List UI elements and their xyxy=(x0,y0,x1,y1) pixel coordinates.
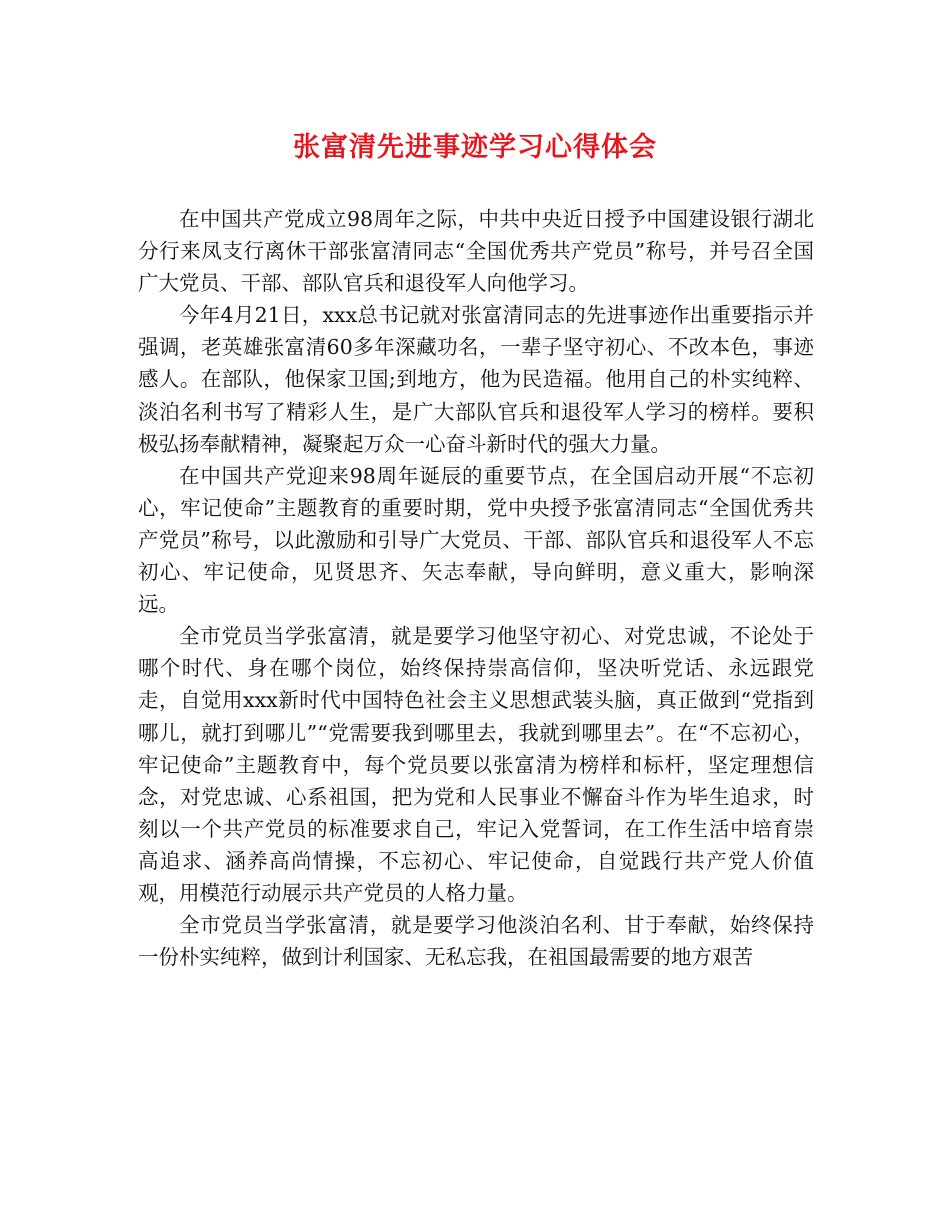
paragraph-5: 全市党员当学张富清，就是要学习他淡泊名利、甘于奉献，始终保持一份朴实纯粹，做到计利国家、无私忘我，在祖国最需要的地方艰苦 xyxy=(138,913,814,970)
paragraph-4: 全市党员当学张富清，就是要学习他坚守初心、对党忠诚，不论处于哪个时代、身在哪个岗位，始终保持崇高信仰，坚决听党话、永远跟党走，自觉用xxx新时代中国特色社会主义思想武装头脑，真正做到“党指到哪儿，就打到哪儿”“党需要我到哪里去，我就到哪里去”。在“不忘初心，牢记使命”主题教育中，每个党员要以张富清为榜样和标杆，坚定理想信念，对党忠诚、心系祖国，把为党和人民事业不懈奋斗作为毕生追求，时刻以一个共产党员的标准要求自己，牢记入党誓词，在工作生活中培育崇高追求、涵养高尚情操，不忘初心、牢记使命，自觉践行共产党人价值观，用模范行动展示共产党员的人格力量。 xyxy=(138,624,814,905)
document-body xyxy=(138,203,814,973)
paragraph-1: 在中国共产党成立98周年之际，中共中央近日授予中国建设银行湖北分行来凤支行离休干部张富清同志“全国优秀共产党员”称号，并号召全国广大党员、干部、部队官兵和退役军人向他学习。 xyxy=(138,207,814,296)
paragraph-3: 在中国共产党迎来98周年诞辰的重要节点，在全国启动开展“不忘初心，牢记使命”主题教育的重要时期，党中央授予张富清同志“全国优秀共产党员”称号，以此激励和引导广大党员、干部、部队官兵和退役军人不忘初心、牢记使命，见贤思齐、矢志奉献，导向鲜明，意义重大，影响深远。 xyxy=(138,463,814,617)
document-title: 张富清先进事迹学习心得体会 xyxy=(293,132,657,163)
paragraph-2: 今年4月21日，xxx总书记就对张富清同志的先进事迹作出重要指示并强调，老英雄张富清60多年深藏功名，一辈子坚守初心、不改本色，事迹感人。在部队，他保家卫国;到地方，他为民造福。他用自己的朴实纯粹、淡泊名利书写了精彩人生，是广大部队官兵和退役军人学习的榜样。要积极弘扬奉献精神，凝聚起万众一心奋斗新时代的强大力量。 xyxy=(138,303,814,456)
